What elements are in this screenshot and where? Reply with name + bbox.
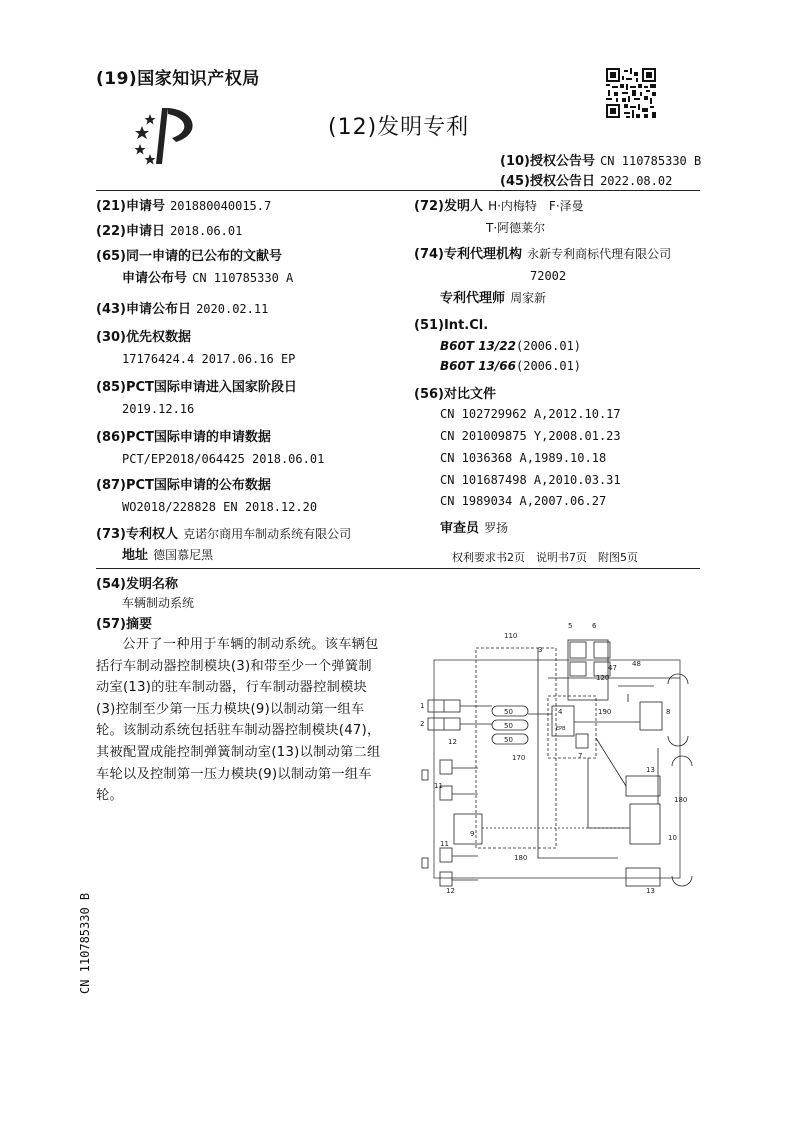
fig-label: 180 — [674, 796, 688, 804]
field-application-date: (22)申请日 2018.06.01 — [96, 224, 243, 239]
field-pct-national-entry-value: 2019.12.16 — [122, 402, 195, 416]
field-pct-application-label: (86)PCT国际申请的申请数据 — [96, 430, 271, 445]
fig-label: 2 — [420, 720, 425, 728]
office-logo — [132, 104, 206, 168]
field-pct-publication-label: (87)PCT国际申请的公布数据 — [96, 478, 271, 493]
office-name: (19)国家知识产权局 — [96, 69, 260, 89]
field-examiner: 审查员 罗扬 — [440, 521, 509, 536]
field-intcl-label: (51)Int.Cl. — [414, 318, 489, 333]
fig-label: 50 — [504, 736, 513, 744]
fig-label: 11 — [440, 840, 449, 848]
reference-item: CN 102729962 A,2012.10.17 — [440, 407, 621, 421]
fig-label: 10 — [668, 834, 677, 842]
field-patentee: (73)专利权人 克诺尔商用车制动系统有限公司 — [96, 527, 352, 542]
invention-title: 车辆制动系统 — [122, 596, 195, 610]
middle-rule — [96, 568, 700, 569]
field-intcl-2: B60T 13/66(2006.01) — [440, 359, 582, 373]
brake-system-schematic — [418, 618, 698, 896]
field-pct-publication-value: WO2018/228828 EN 2018.12.20 — [122, 500, 318, 514]
fig-label: 50 — [504, 708, 513, 716]
document-type: (12)发明专利 — [328, 115, 470, 140]
title-label: (54)发明名称 — [96, 577, 178, 592]
grant-date-label: (45)授权公告日 — [500, 174, 595, 189]
fig-label: 5 — [568, 622, 573, 630]
fig-label: 48 — [632, 660, 641, 668]
fig-label: 8 — [666, 708, 671, 716]
fig-label: 7 — [578, 752, 583, 760]
field-agent: 专利代理师 周家新 — [440, 291, 547, 306]
fig-label: 9 — [470, 830, 475, 838]
field-application-pub-date: (43)申请公布日 2020.02.11 — [96, 302, 269, 317]
field-priority-label: (30)优先权数据 — [96, 330, 191, 345]
fig-label: 12 — [448, 738, 457, 746]
field-pct-national-entry-label: (85)PCT国际申请进入国家阶段日 — [96, 380, 297, 395]
fig-label: 110 — [504, 632, 518, 640]
field-intcl-1: B60T 13/22(2006.01) — [440, 339, 582, 353]
grant-date: 2022.08.02 — [600, 174, 673, 188]
grant-pub-number: CN 110785330 B — [600, 154, 702, 168]
fig-label: 120 — [596, 674, 610, 682]
fig-label: 1 — [420, 702, 425, 710]
fig-label: 4 — [558, 708, 563, 716]
header-rule — [96, 190, 700, 191]
field-references-label: (56)对比文件 — [414, 387, 496, 402]
cnipa-emblem-icon — [132, 104, 206, 168]
reference-item: CN 201009875 Y,2008.01.23 — [440, 429, 621, 443]
field-address: 地址 德国慕尼黑 — [122, 548, 214, 563]
field-same-application-doc: (65)同一申请的已公布的文献号 — [96, 249, 282, 264]
fig-label: 13 — [646, 766, 655, 774]
abstract-text: 公开了一种用于车辆的制动系统。该车辆包括行车制动器控制模块(3)和带至少一个弹簧制动室(13)的驻车制动器，行车制动器控制模块(3)控制至少第一压力模块(9)以制动第一组车轮。该制动系统包括驻车制动器控制模块(47)，其被配置成能控制弹簧制动室(13)以制动第二组车轮以及控制第一压力模块(9)以制动第一组车轮。 — [96, 637, 381, 804]
fig-label: 170 — [512, 754, 526, 762]
fig-label: 13 — [646, 887, 655, 895]
fig-label: 190 — [598, 708, 612, 716]
fig-label: 11 — [434, 782, 443, 790]
abstract-label: (57)摘要 — [96, 617, 152, 632]
grant-date-field — [500, 171, 672, 191]
reference-item: CN 1989034 A,2007.06.27 — [440, 494, 607, 508]
fig-label: 6 — [592, 622, 597, 630]
side-publication-number: CN 110785330 B — [78, 892, 92, 994]
field-application-pub-number: 申请公布号 CN 110785330 A — [122, 271, 294, 286]
field-agency-code: 72002 — [530, 269, 567, 283]
fig-label: 180 — [514, 854, 528, 862]
fig-label: 12 — [446, 887, 455, 895]
fig-label: 50 — [504, 722, 513, 730]
reference-item: CN 1036368 A,1989.10.18 — [440, 451, 607, 465]
qr-code-icon — [606, 68, 656, 118]
fig-label: 3 — [538, 646, 543, 654]
field-inventors-line2: T·阿德莱尔 — [486, 221, 546, 235]
qr-code — [606, 68, 656, 118]
fig-label: EPB — [556, 726, 566, 732]
field-priority-value: 17176424.4 2017.06.16 EP — [122, 352, 296, 366]
grant-pub-number-field — [500, 151, 701, 171]
grant-pub-number-label: (10)授权公告号 — [500, 154, 595, 169]
fig-label: 47 — [608, 664, 617, 672]
field-pct-application-value: PCT/EP2018/064425 2018.06.01 — [122, 452, 325, 466]
field-inventors: (72)发明人 H·内梅特 F·泽曼 — [414, 199, 584, 214]
field-agency: (74)专利代理机构 永新专利商标代理有限公司 — [414, 247, 672, 262]
page-counts: 权利要求书2页 说明书7页 附图5页 — [452, 551, 638, 564]
representative-drawing — [418, 618, 698, 896]
reference-item: CN 101687498 A,2010.03.31 — [440, 473, 621, 487]
field-application-number: (21)申请号 201880040015.7 — [96, 199, 272, 214]
